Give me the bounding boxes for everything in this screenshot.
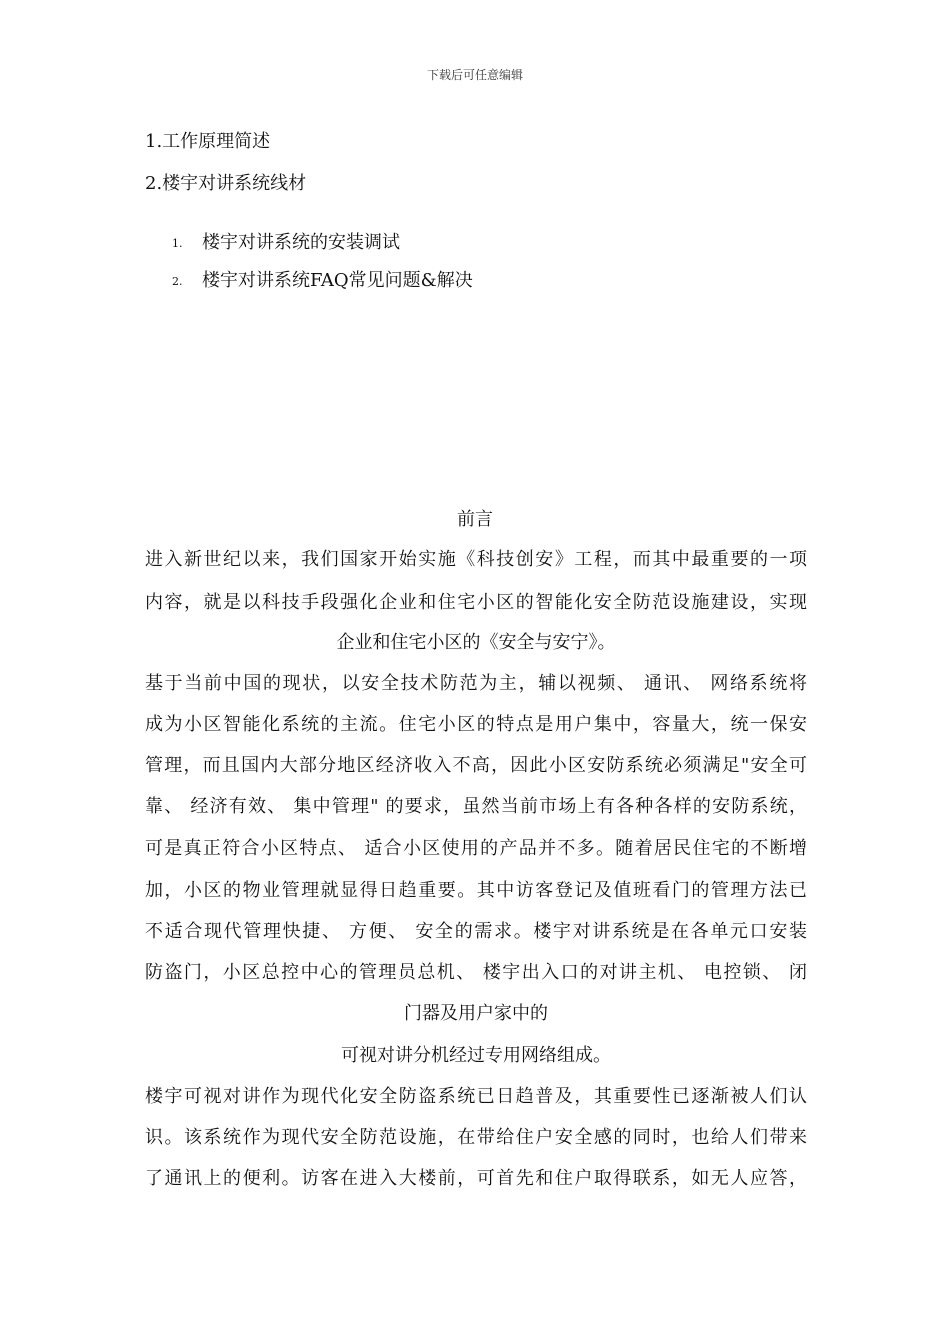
preface-line: 防盗门，小区总控中心的管理员总机、 楼宇出入口的对讲主机、 电控锁、 闭 (145, 962, 807, 983)
preface-line: 可视对讲分机经过专用网络组成。 (341, 1045, 611, 1066)
toc-subitem-label: 楼宇对讲系统的安装调试 (202, 232, 400, 253)
preface-line: 识。该系统作为现代安全防范设施，在带给住户安全感的同时，也给人们带来 (145, 1127, 807, 1148)
preface-line: 成为小区智能化系统的主流。住宅小区的特点是用户集中，容量大，统一保安 (145, 714, 807, 735)
preface-line: 靠、 经济有效、 集中管理" 的要求，虽然当前市场上有各种各样的安防系统， (145, 796, 807, 817)
page-header: 下载后可任意编辑 (426, 68, 523, 82)
preface-line: 企业和住宅小区的《安全与安宁》。 (336, 632, 616, 653)
toc-subitem-label: 楼宇对讲系统FAQ常见问题&解决 (202, 270, 473, 291)
preface-title: 前言 (457, 509, 493, 530)
preface-line: 了通讯上的便利。访客在进入大楼前，可首先和住户取得联系，如无人应答， (145, 1168, 807, 1189)
preface-line: 进入新世纪以来，我们国家开始实施《科技创安》工程，而其中最重要的一项 (145, 549, 807, 570)
preface-line: 内容，就是以科技手段强化企业和住宅小区的智能化安全防范设施建设，实现 (145, 592, 807, 613)
preface-line: 门器及用户家中的 (404, 1003, 548, 1024)
preface-line: 楼宇可视对讲作为现代化安全防盗系统已日趋普及，其重要性已逐渐被人们认 (145, 1086, 807, 1107)
toc-subitem-number: 2. (172, 274, 183, 288)
toc-subitem-2 (172, 266, 473, 292)
preface-line: 管理，而且国内大部分地区经济收入不高，因此小区安防系统必须满足"安全可 (145, 755, 807, 776)
preface-line: 可是真正符合小区特点、 适合小区使用的产品并不多。随着居民住宅的不断增 (145, 838, 807, 859)
preface-line: 基于当前中国的现状，以安全技术防范为主，辅以视频、 通讯、 网络系统将 (145, 673, 807, 694)
preface-line: 加，小区的物业管理就显得日趋重要。其中访客登记及值班看门的管理方法已 (145, 880, 807, 901)
toc-subitem-number: 1. (172, 236, 183, 250)
toc-item-2: 2.楼宇对讲系统线材 (145, 173, 307, 194)
toc-subitem-1 (172, 228, 400, 254)
preface-line: 不适合现代管理快捷、 方便、 安全的需求。楼宇对讲系统是在各单元口安装 (145, 921, 807, 942)
toc-item-1: 1.工作原理简述 (145, 131, 271, 152)
